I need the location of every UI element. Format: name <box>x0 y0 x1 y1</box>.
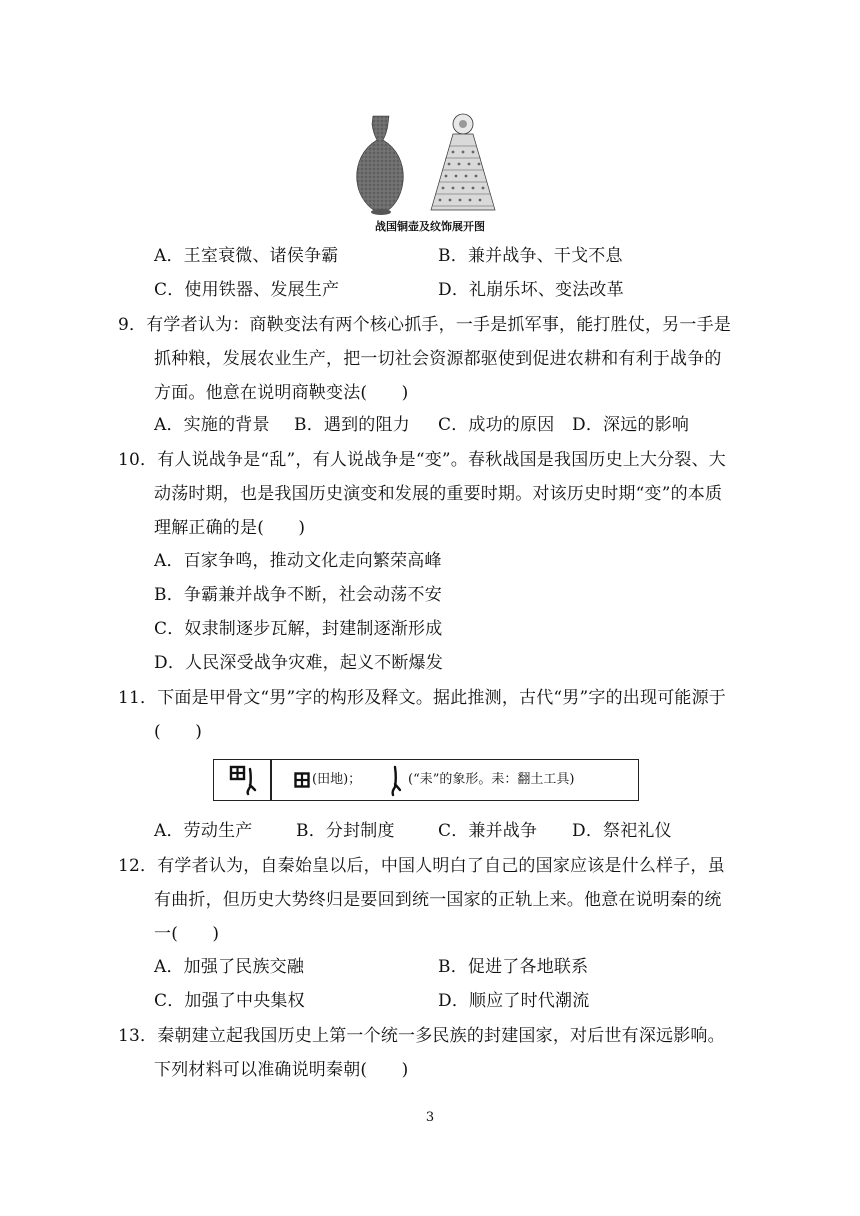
q8-option-a: A．王室衰微、诸侯争霸 <box>154 246 339 266</box>
q11-option-c: C．兼并战争 <box>438 821 538 841</box>
q10-stem-line2: 动荡时期，也是我国历史演变和发展的重要时期。对该历史时期“变”的本质 <box>154 484 723 504</box>
q12-option-b: B．促进了各地联系 <box>438 957 589 977</box>
q9-option-d: D．深远的影响 <box>572 415 690 435</box>
q12-stem-line1: 12．有学者认为，自秦始皇以后，中国人明白了自己的国家应该是什么样子，虽 <box>118 856 725 876</box>
q9-stem-line3: 方面。他意在说明商鞅变法( ) <box>154 383 409 403</box>
q9-option-a: A．实施的背景 <box>154 415 270 435</box>
q10-option-d: D．人民深受战争灾难，起义不断爆发 <box>154 653 444 673</box>
q13-stem-line2: 下列材料可以准确说明秦朝( ) <box>154 1060 409 1080</box>
q8-option-b: B．兼并战争、干戈不息 <box>438 246 623 266</box>
q10-option-b: B．争霸兼并战争不断，社会动荡不安 <box>154 585 442 605</box>
q11-stem-line1: 11．下面是甲骨文“男”字的构形及释文。据此推测，古代“男”字的出现可能源于 <box>118 688 726 708</box>
q9-option-b: B．遇到的阻力 <box>294 415 410 435</box>
oracle-nan-glyph-icon <box>228 763 260 797</box>
q11-option-a: A．劳动生产 <box>154 821 253 841</box>
q9-stem-line2: 抓种粮，发展农业生产，把一切社会资源都驱使到促进农耕和有利于战争的 <box>154 349 722 369</box>
oracle-bone-figure <box>213 759 639 801</box>
field-glyph-icon <box>294 772 310 788</box>
q13-stem-line1: 13．秦朝建立起我国历史上第一个统一多民族的封建国家，对后世有深远影响。 <box>118 1026 725 1046</box>
q10-stem-line1: 10．有人说战争是“乱”，有人说战争是“变”。春秋战国是我国历史上大分裂、大 <box>118 450 726 470</box>
q12-stem-line2: 有曲折，但历史大势终归是要回到统一国家的正轨上来。他意在说明秦的统 <box>154 890 722 910</box>
q9-stem-line1: 9．有学者认为：商鞅变法有两个核心抓手，一手是抓军事，能打胜仗，另一手是 <box>118 315 732 335</box>
q11-option-b: B．分封制度 <box>296 821 395 841</box>
bronze-vase-figure <box>345 112 505 216</box>
q8-option-c: C．使用铁器、发展生产 <box>154 280 340 300</box>
q11-stem-line2: ( ) <box>154 722 203 742</box>
q10-option-a: A．百家争鸣，推动文化走向繁荣高峰 <box>154 551 442 571</box>
figure-text-field: (田地)； <box>312 772 362 787</box>
q11-option-d: D．祭祀礼仪 <box>572 821 672 841</box>
q9-option-c: C．成功的原因 <box>438 415 555 435</box>
figure-text-plough: (“耒”的象形。耒：翻土工具) <box>408 772 575 787</box>
q12-stem-line3: 一( ) <box>154 924 220 944</box>
q12-option-d: D．顺应了时代潮流 <box>438 991 590 1011</box>
q8-option-d: D．礼崩乐坏、变法改革 <box>438 280 624 300</box>
plough-glyph-icon <box>388 764 404 798</box>
figure-divider <box>270 760 272 800</box>
q12-option-c: C．加强了中央集权 <box>154 991 305 1011</box>
q12-option-a: A．加强了民族交融 <box>154 957 305 977</box>
page-number: 3 <box>425 1110 435 1125</box>
q10-option-c: C．奴隶制逐步瓦解，封建制逐渐形成 <box>154 619 443 639</box>
q10-stem-line3: 理解正确的是( ) <box>154 518 306 538</box>
figure-caption: 战国铜壶及纹饰展开图 <box>375 220 485 233</box>
